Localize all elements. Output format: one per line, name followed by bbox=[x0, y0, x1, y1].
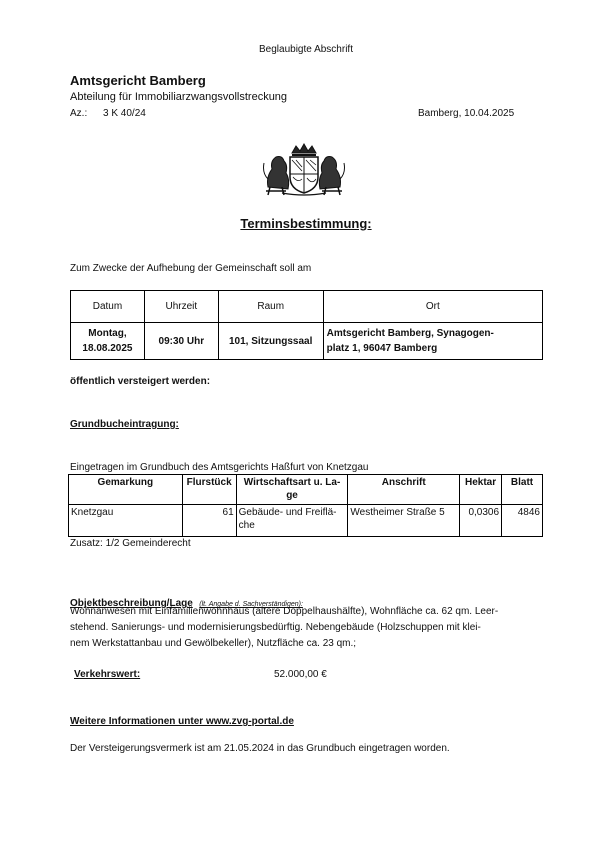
cell-wirtschaftsart bbox=[236, 505, 348, 537]
land-register-intro: Eingetragen im Grundbuch des Amtsgerichts Haßfurt von Knetzgau bbox=[70, 462, 369, 473]
schedule-room: 101, Sitzungssaal bbox=[218, 323, 323, 360]
object-heading-note: (lt. Angabe d. Sachverständigen): bbox=[199, 601, 303, 608]
file-label: Az.: bbox=[70, 108, 88, 119]
intro-text: Zum Zwecke der Aufhebung der Gemeinschaft soll am bbox=[70, 263, 312, 274]
cell-gemarkung: Knetzgau bbox=[69, 505, 183, 537]
cell-flurstueck: 61 bbox=[182, 505, 236, 537]
header-wirtschaftsart-line2: ge bbox=[286, 490, 298, 501]
certified-copy-label: Beglaubigte Abschrift bbox=[259, 44, 353, 55]
department-name: Abteilung für Immobiliarzwangsvollstreckung bbox=[70, 91, 288, 103]
schedule-date-value: 18.08.2025 bbox=[82, 343, 133, 354]
schedule-header-time: Uhrzeit bbox=[144, 291, 218, 323]
cell-hektar: 0,0306 bbox=[460, 505, 502, 537]
header-gemarkung: Gemarkung bbox=[69, 475, 183, 505]
header-blatt: Blatt bbox=[502, 475, 543, 505]
schedule-place-line2: platz 1, 96047 Bamberg bbox=[326, 343, 438, 354]
land-register-row bbox=[69, 505, 543, 537]
land-register-header-row bbox=[69, 475, 543, 505]
land-register-addition: Zusatz: 1/2 Gemeinderecht bbox=[70, 538, 191, 549]
land-register-table bbox=[68, 474, 543, 537]
header-wirtschaftsart-line1: Wirtschaftsart u. La- bbox=[243, 477, 341, 488]
object-line-3: nem Werkstattanbau und Gewölbekeller), Nutzfläche ca. 23 qm.; bbox=[70, 638, 357, 649]
cell-blatt: 4846 bbox=[502, 505, 543, 537]
cell-wirtschaftsart-line2: che bbox=[238, 520, 255, 531]
cell-anschrift: Westheimer Straße 5 bbox=[348, 505, 460, 537]
header-hektar: Hektar bbox=[460, 475, 502, 505]
header-wirtschaftsart bbox=[236, 475, 348, 505]
object-heading-label: Objektbeschreibung/Lage bbox=[70, 598, 193, 609]
land-register-heading: Grundbucheintragung: bbox=[70, 419, 179, 430]
file-number: 3 K 40/24 bbox=[103, 108, 146, 119]
schedule-place bbox=[323, 323, 542, 360]
schedule-time: 09:30 Uhr bbox=[144, 323, 218, 360]
schedule-date-weekday: Montag, bbox=[88, 328, 127, 339]
schedule-place-line1: Amtsgericht Bamberg, Synagogen- bbox=[326, 328, 494, 339]
place-date: Bamberg, 10.04.2025 bbox=[418, 108, 515, 119]
document-title: Terminsbestimmung: bbox=[240, 216, 372, 231]
cell-wirtschaftsart-line1: Gebäude- und Freiflä- bbox=[238, 507, 337, 518]
header-anschrift: Anschrift bbox=[348, 475, 460, 505]
object-line-1: Wohnanwesen mit Einfamilienwohnhaus (ältere Doppelhaushälfte), Wohnfläche ca. 62 qm. Leer- bbox=[70, 606, 499, 617]
auction-text: öffentlich versteigert werden: bbox=[70, 376, 211, 387]
schedule-header-room: Raum bbox=[218, 291, 323, 323]
more-info-link[interactable]: Weitere Informationen unter www.zvg-portal.de bbox=[70, 716, 294, 727]
object-line-2: stehend. Sanierungs- und modernisierungsbedürftig. Nebengebäude (Holzschuppen mit klei- bbox=[70, 622, 481, 633]
schedule-date bbox=[71, 323, 145, 360]
schedule-header-row bbox=[71, 291, 543, 323]
bavarian-coat-of-arms-icon bbox=[262, 143, 346, 197]
footer-note: Der Versteigerungsvermerk ist am 21.05.2024 in das Grundbuch eingetragen worden. bbox=[70, 743, 450, 754]
schedule-header-date: Datum bbox=[71, 291, 145, 323]
schedule-row bbox=[71, 323, 543, 360]
schedule-header-place: Ort bbox=[323, 291, 542, 323]
market-value-amount: 52.000,00 € bbox=[274, 669, 327, 680]
market-value-label: Verkehrswert: bbox=[74, 669, 141, 680]
court-name: Amtsgericht Bamberg bbox=[70, 73, 206, 88]
schedule-table bbox=[70, 290, 543, 360]
header-flurstueck: Flurstück bbox=[182, 475, 236, 505]
